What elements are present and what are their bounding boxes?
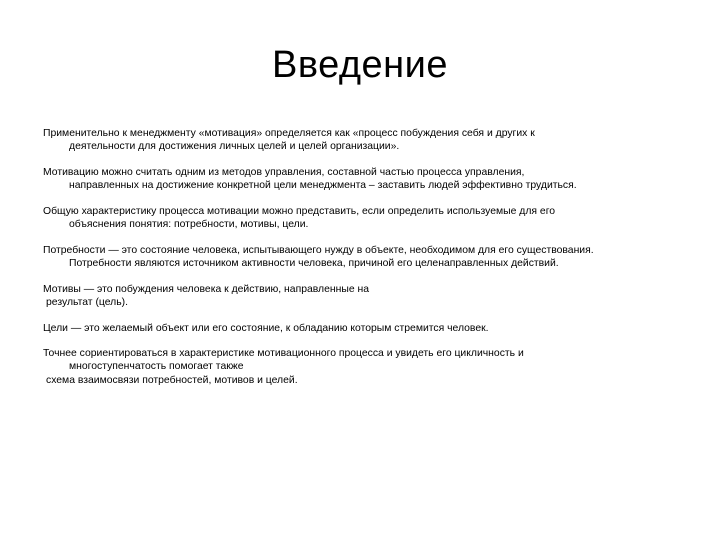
paragraph-line: Точнее сориентироваться в характеристике мотивационного процесса и увидеть его цикличность и (43, 348, 524, 360)
paragraph-line: деятельности для достижения личных целей и целей организации». (69, 141, 400, 153)
paragraph-cycle (43, 347, 693, 387)
paragraph-line: Применительно к менеджменту «мотивация» определяется как «процесс побуждения себя и других к (43, 128, 535, 139)
paragraph-goals (43, 322, 693, 335)
paragraph-line: Общую характеристику процесса мотивации можно представить, если определить используемые для его (43, 205, 556, 217)
paragraph-line: результат (цель). (46, 296, 128, 308)
paragraph-needs (43, 244, 693, 270)
paragraph-line: многоступенчатость помогает также (69, 361, 244, 373)
paragraph-line: объяснения понятия: потребности, мотивы, цели. (69, 219, 309, 231)
paragraph-motivation-definition (43, 127, 693, 153)
slide-body (43, 127, 693, 399)
paragraph-line: Потребности являются источником активности человека, причиной его целенаправленных действий. (69, 257, 559, 269)
paragraph-line: схема взаимосвязи потребностей, мотивов и целей. (46, 374, 298, 386)
paragraph-motivation-method (43, 166, 693, 192)
paragraph-line: Мотивацию можно считать одним из методов управления, составной частью процесса управления, (43, 166, 525, 178)
paragraph-line: Цели — это желаемый объект или его состояние, к обладанию которым стремится человек. (43, 322, 489, 334)
paragraph-motivation-concepts (43, 205, 693, 231)
slide-title: Введение (271, 44, 449, 86)
paragraph-line: направленных на достижение конкретной цели менеджмента – заставить людей эффективно трудиться. (69, 180, 577, 192)
paragraph-motives (43, 283, 693, 309)
paragraph-line: Потребности — это состояние человека, испытывающего нужду в объекте, необходимом для его существования. (43, 244, 594, 256)
paragraph-line: Мотивы — это побуждения человека к действию, направленные на (43, 283, 370, 295)
